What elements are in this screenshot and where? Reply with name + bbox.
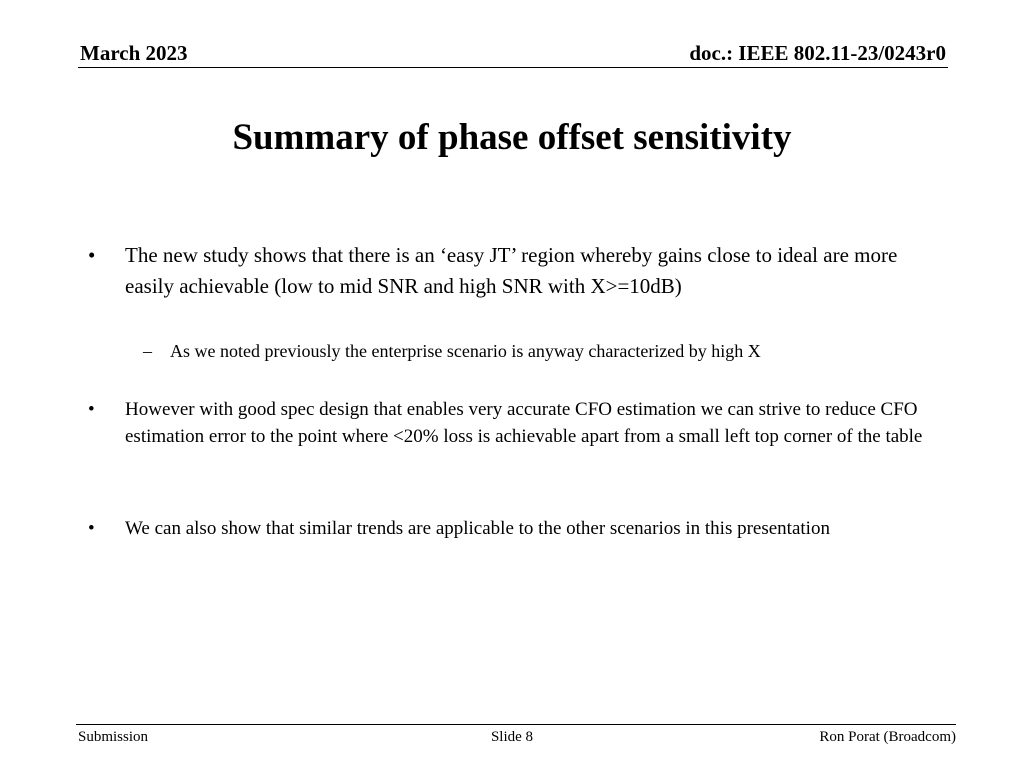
sub-bullet-marker: – (143, 341, 152, 361)
bullet-text-cfo-estimation: However with good spec design that enables very accurate CFO estimation we can strive to reduce CFO estimation error to the point where <20% loss is achievable apart from a small left top corner of the table (125, 399, 923, 447)
footer-divider (76, 724, 956, 725)
bullet-text-easy-jt: The new study shows that there is an ‘easy JT’ region whereby gains close to ideal are more easily achievable (low to mid SNR and high SNR with X>=10dB) (125, 243, 898, 298)
sub-bullet-text-enterprise: As we noted previously the enterprise scenario is anyway characterized by high X (170, 341, 761, 361)
header-doc-id: doc.: IEEE 802.11-23/0243r0 (689, 41, 946, 65)
slide-title: Summary of phase offset sensitivity (232, 117, 792, 158)
footer-author: Ron Porat (Broadcom) (819, 729, 956, 745)
footer-slide-number: Slide 8 (490, 729, 534, 745)
header-divider (78, 67, 948, 68)
bullet-marker: • (88, 518, 95, 539)
header-date: March 2023 (80, 41, 188, 65)
bullet-text-similar-trends: We can also show that similar trends are applicable to the other scenarios in this presentation (125, 518, 830, 539)
footer-submission: Submission (78, 729, 149, 745)
bullet-marker: • (88, 399, 95, 420)
bullet-marker: • (88, 243, 96, 267)
